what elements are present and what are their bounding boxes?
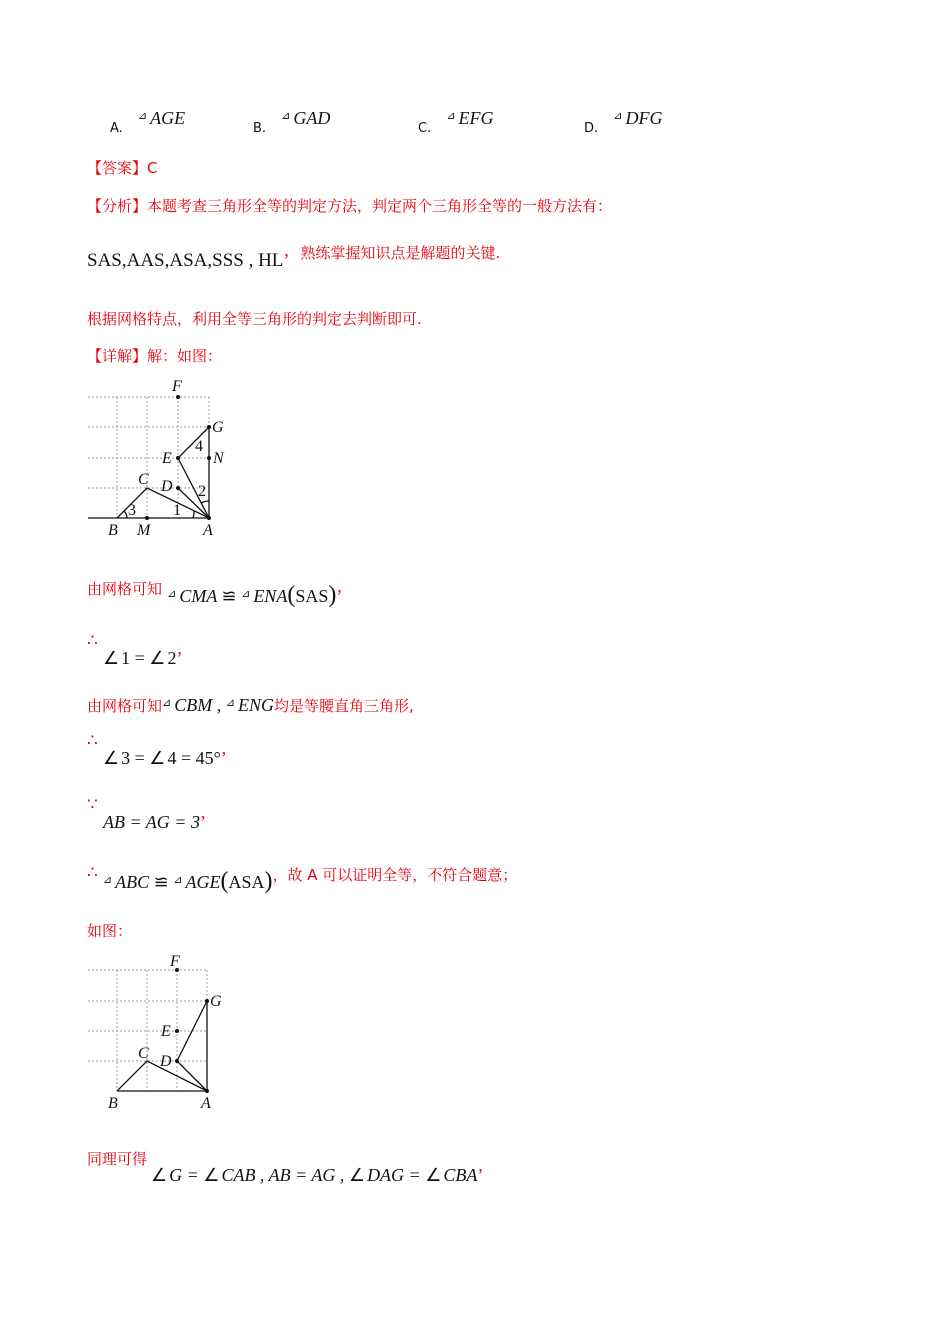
options-row — [0, 110, 950, 140]
option-b-value: GAD — [293, 108, 331, 128]
angle-icon: ∠ — [149, 648, 166, 668]
triangle-icon: ⊿ — [137, 110, 148, 122]
statement-4: ∴ ∠ 3 = ∠ 4 = 45°’ — [87, 731, 227, 768]
option-b[interactable] — [253, 108, 331, 137]
option-d-value: DFG — [625, 108, 663, 128]
label-c: C — [138, 471, 149, 488]
triangle-icon: ⊿ — [173, 874, 183, 886]
label-a: A — [201, 1095, 211, 1112]
statement-5: ∵ AB = AG = 3’ — [87, 795, 206, 832]
angle-icon: ∠ — [348, 1165, 366, 1185]
option-d-label: D. — [584, 121, 599, 136]
therefore-icon: ∴ — [87, 731, 98, 751]
answer-line: 【答案】C — [87, 159, 158, 177]
because-icon: ∵ — [87, 795, 98, 815]
statement-6-suffix: 故 A 可以证明全等，不符合题意； — [287, 866, 518, 884]
label-f: F — [172, 378, 182, 395]
congruence-methods: SAS,AAS,ASA,SSS , HL — [87, 250, 284, 271]
label-g: G — [210, 993, 222, 1010]
label-b: B — [108, 1095, 118, 1112]
figure-1 — [80, 374, 250, 544]
statement-2: ∴ ∠ 1 = ∠ 2’ — [87, 631, 183, 668]
statement-3: 由网格可知⊿ CBM , ⊿ ENG均是等腰直角三角形, — [87, 695, 414, 715]
label-d: D — [160, 1053, 172, 1070]
detail-heading: 【详解】解：如图： — [87, 347, 223, 365]
statement-1-text: 由网格可知 — [87, 580, 163, 598]
triangle-icon: ⊿ — [102, 874, 113, 886]
analysis-line-2-suffix: 熟练掌握知识点是解题的关键. — [300, 244, 501, 262]
angle-label-2: 2 — [198, 483, 206, 500]
label-a: A — [203, 522, 213, 539]
statement-7: 同理可得 ∠ G = ∠ CAB , AB = AG , ∠ DAG = ∠ CBA’ — [87, 1150, 484, 1185]
label-e: E — [161, 1023, 171, 1040]
option-c[interactable] — [418, 108, 494, 137]
option-d[interactable] — [584, 108, 663, 137]
triangle-icon: ⊿ — [613, 110, 623, 122]
analysis-line-1: 【分析】本题考查三角形全等的判定方法，判定两个三角形全等的一般方法有： — [87, 197, 613, 215]
label-n: N — [213, 450, 224, 467]
option-a-label: A. — [110, 121, 123, 136]
label-g: G — [212, 419, 224, 436]
option-c-label: C. — [418, 121, 432, 136]
therefore-icon: ∴ — [87, 631, 98, 651]
option-b-label: B. — [253, 121, 267, 136]
angle-icon: ∠ — [151, 1165, 168, 1185]
label-m: M — [137, 522, 151, 539]
triangle-icon: ⊿ — [162, 697, 172, 709]
analysis-line-2: SAS,AAS,ASA,SSS , HL’ 熟练掌握知识点是解题的关键. — [87, 244, 501, 271]
option-a[interactable] — [110, 108, 186, 137]
angle-label-3: 3 — [128, 502, 136, 519]
angle-label-4: 4 — [195, 438, 203, 455]
triangle-icon: ⊿ — [446, 110, 456, 122]
label-b: B — [108, 522, 118, 539]
statement-6: ∴ ⊿ ABC ≌ ⊿ AGE(ASA)，故 A 可以证明全等，不符合题意； — [87, 863, 518, 894]
label-d: D — [161, 478, 173, 495]
option-a-value: AGE — [150, 108, 186, 128]
angle-icon: ∠ — [103, 648, 120, 668]
figure-2 — [80, 950, 250, 1120]
figure-2-heading: 如图： — [87, 922, 133, 940]
angle-label-1: 1 — [173, 502, 181, 519]
angle-icon: ∠ — [203, 1165, 220, 1185]
angle-icon: ∠ — [425, 1165, 442, 1185]
triangle-icon: ⊿ — [241, 588, 251, 600]
triangle-icon: ⊿ — [281, 110, 291, 122]
statement-1: 由网格可知 ⊿ CMA ≌ ⊿ ENA(SAS)’ — [87, 580, 343, 608]
label-e: E — [162, 450, 172, 467]
angle-icon: ∠ — [103, 748, 120, 768]
triangle-icon: ⊿ — [225, 697, 235, 709]
therefore-icon: ∴ — [87, 863, 98, 883]
analysis-line-3: 根据网格特点，利用全等三角形的判定去判断即可. — [87, 310, 422, 328]
option-c-value: EFG — [458, 108, 494, 128]
triangle-icon: ⊿ — [167, 588, 177, 600]
label-c: C — [138, 1045, 149, 1062]
label-f: F — [170, 953, 180, 970]
angle-icon: ∠ — [149, 748, 166, 768]
